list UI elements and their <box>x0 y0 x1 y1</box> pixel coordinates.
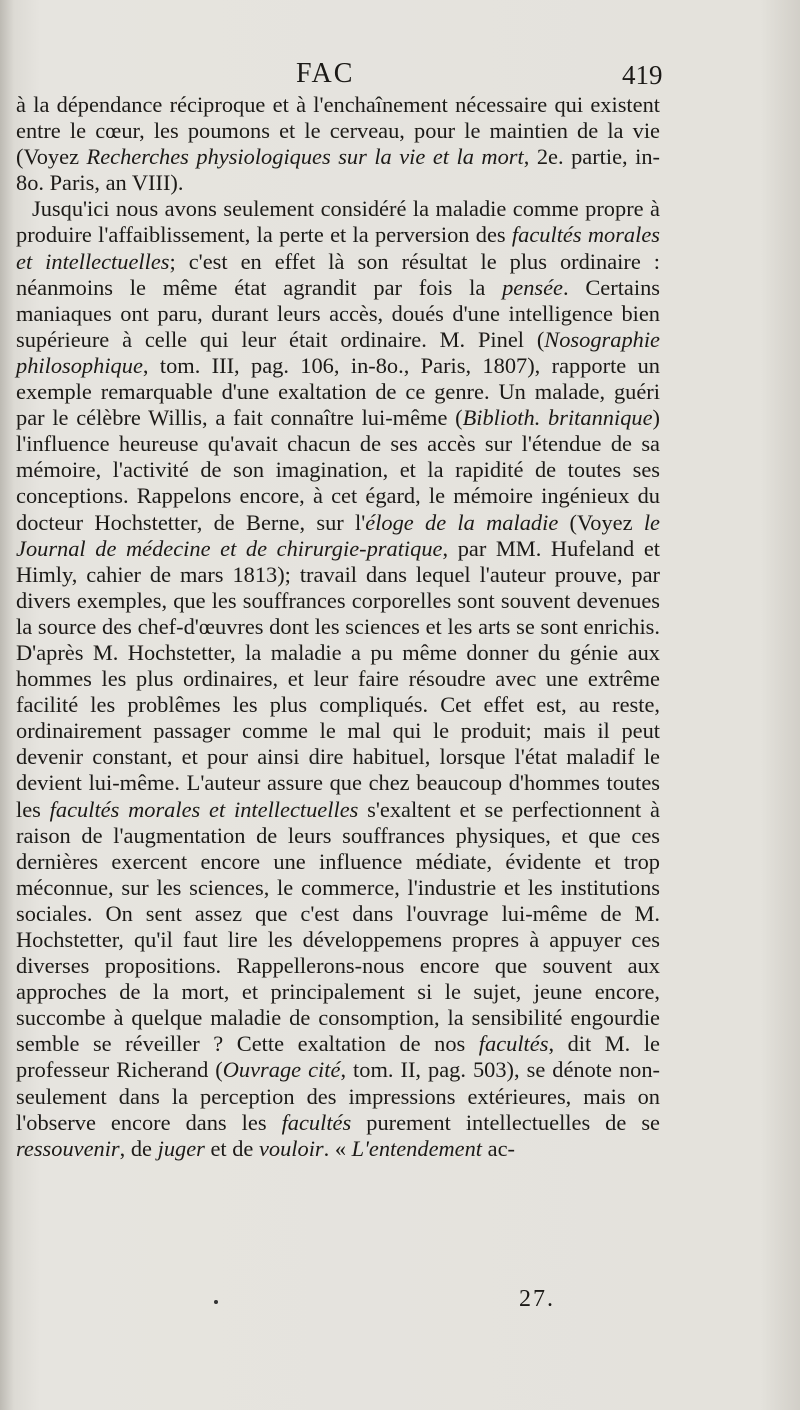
text-run: . Certains maniaques ont paru, durant leurs accès, doués d'une intelligence bien supérieure à celle qui leur était ordinaire. M. Pinel ( <box>16 274 660 352</box>
italic-run: Nosographie philosophique <box>16 326 660 378</box>
paragraph <box>16 196 660 1161</box>
body-text <box>16 92 660 1162</box>
page-header <box>0 58 800 94</box>
italic-run: L'entendement <box>351 1135 483 1161</box>
italic-run: vouloir <box>258 1135 324 1161</box>
text-run: . « <box>323 1135 352 1161</box>
italic-run: juger <box>157 1135 205 1161</box>
text-run: , tom. II, pag. 503), se dénote non-seulement dans la perception des impressions extérieures, mais on l'observe encore dans les <box>16 1057 661 1135</box>
italic-run: Biblioth. britannique <box>462 405 653 431</box>
text-run: s'exaltent et se perfectionnent à raison de l'augmentation de leurs souffrances physiques, et que ces dernières exercent encore une influence médiate, évidente et trop méconnue, sur les sciences, le commerce, l'industrie et les institutions sociales. On sent assez que c'est dans l'ouvrage lui-même de M. Hochstetter, qu'il faut lire les développemens propres à appuyer ces diverses propositions. Rappellerons-nous encore que souvent aux approches de la mort, et principalement si le sujet, jeune encore, succombe à quelque maladie de consomption, la sensibilité engourdie semble se réveiller ? Cette exaltation de nos <box>16 796 660 1057</box>
text-run: et de <box>204 1135 259 1161</box>
text-run: ac- <box>482 1135 515 1161</box>
text-run: à la dépendance réciproque et à l'enchaînement nécessaire qui existent entre le cœur, les poumons et le cerveau, pour le maintien de la vie (Voyez <box>16 92 660 170</box>
text-run: , 2e. partie, in-8o. Paris, an VIII). <box>16 144 661 196</box>
italic-run: facultés morales et intellectuelles <box>49 796 359 822</box>
signature-mark: 27. <box>519 1286 555 1312</box>
text-run: , tom. III, pag. 106, in-8o., Paris, 1807), rapporte un exemple remarquable d'une exaltation de ce genre. Un malade, guéri par le célèbre Willis, a fait connaître lui-même ( <box>16 352 660 431</box>
text-run: , de <box>119 1135 158 1161</box>
italic-run: ressouvenir <box>16 1135 120 1161</box>
text-run: , par MM. Hufeland et Himly, cahier de mars 1813); travail dans lequel l'auteur prouve, par divers exemples, que les souffrances corporelles sont souvent devenues la source des chef-d'œuvres dont les sciences et les arts se sont enrichis. D'après M. Hochstetter, la maladie a pu même donner du génie aux hommes les plus ordinaires, et leur faire résoudre avec une extrême facilité les problêmes les plus compliqués. Cet effet est, au reste, ordinairement passager comme le mal qui le produit; mais il peut devenir constant, et pour ainsi dire habituel, lorsque l'état maladif le devient lui-même. L'auteur assure que chez beaucoup d'hommes toutes les <box>16 535 660 822</box>
italic-run: facultés <box>478 1031 549 1057</box>
text-run: ; c'est en effet là son résultat le plus ordinaire : néanmoins le même état agrandit par fois la <box>16 248 660 300</box>
ink-speck <box>214 1300 218 1304</box>
italic-run: Recherches physiologiques sur la vie et la mort <box>86 144 524 170</box>
text-run: , dit M. le professeur Richerand ( <box>16 1031 660 1083</box>
italic-run: pensée <box>502 274 563 300</box>
italic-run: facultés <box>281 1109 352 1135</box>
italic-run: éloge de la maladie <box>365 509 559 535</box>
paragraph <box>16 92 660 196</box>
italic-run: facultés morales et intellectuelles <box>16 222 660 274</box>
text-run: Jusqu'ici nous avons seulement considéré la maladie comme propre à produire l'affaiblissement, la perte et la perversion des <box>16 196 660 248</box>
text-run: ) l'influence heureuse qu'avait chacun de ses accès sur l'étendue de sa mémoire, l'activité de son imagination, et la rapidité de toutes ses conceptions. Rappelons encore, à cet égard, le mémoire ingénieux du docteur Hochstetter, de Berne, sur l' <box>16 405 661 535</box>
page-number: 419 <box>622 60 663 90</box>
text-run: purement intellectuelles de se <box>351 1109 660 1135</box>
running-title: FAC <box>296 58 355 89</box>
text-run: (Voyez <box>558 509 644 535</box>
italic-run: le Journal de médecine et de chirurgie-pratique <box>16 509 660 561</box>
italic-run: Ouvrage cité <box>222 1057 341 1083</box>
